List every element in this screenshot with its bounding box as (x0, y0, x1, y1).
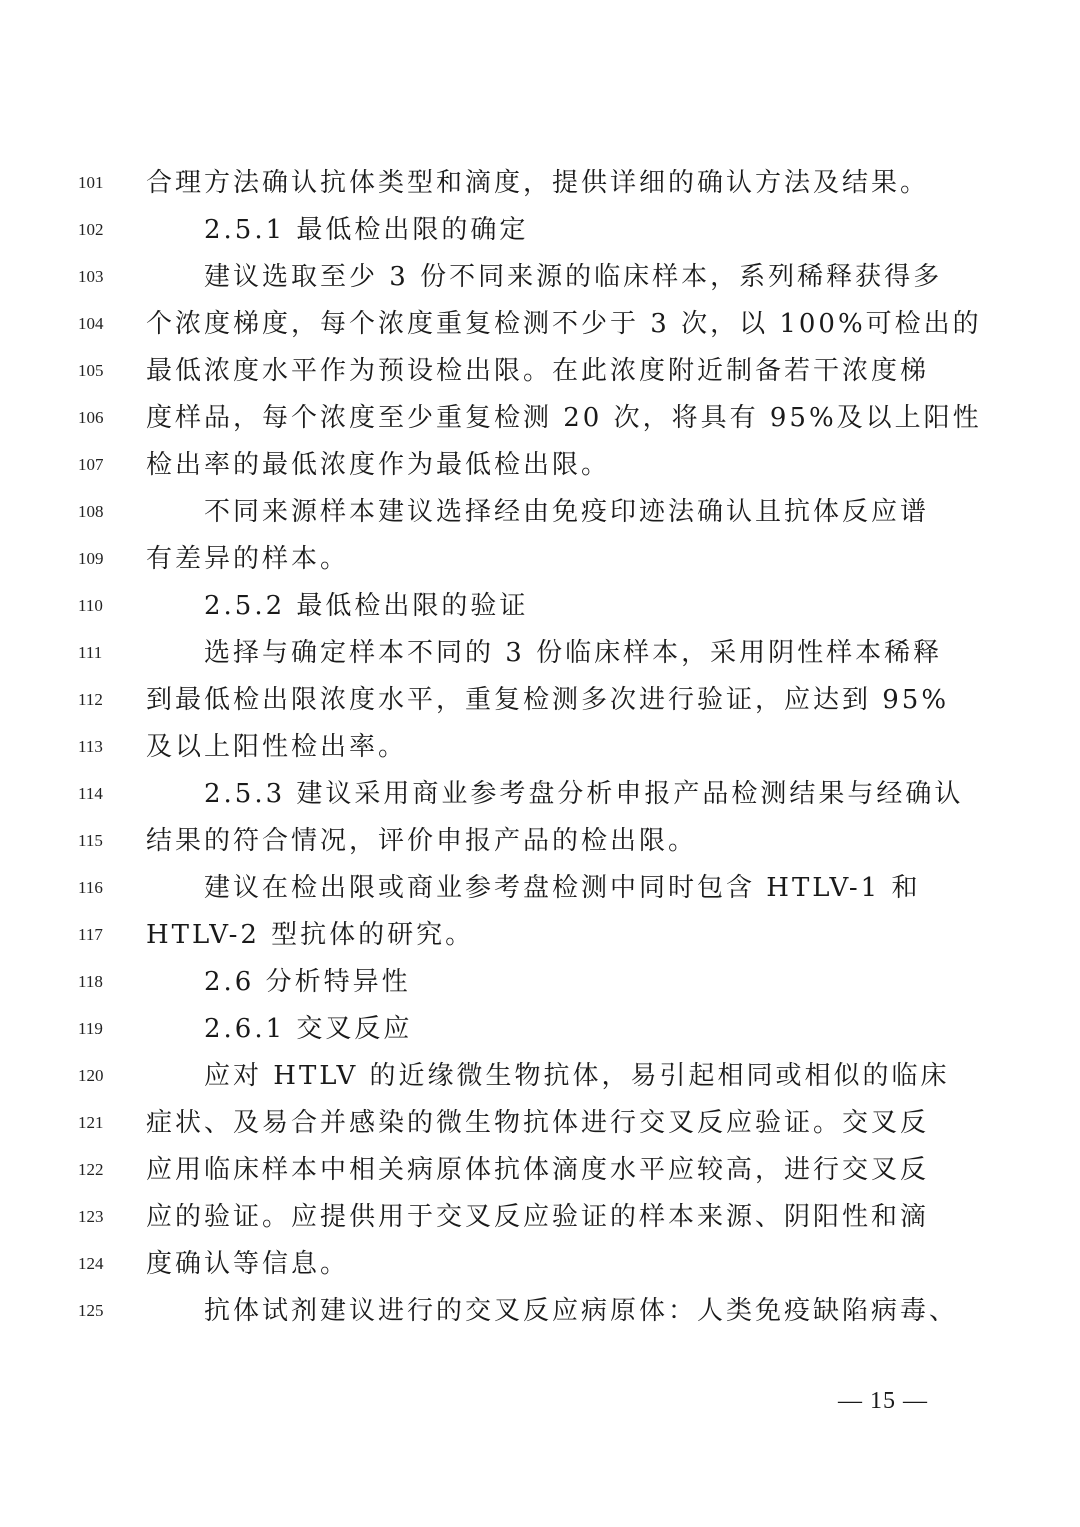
text-line (0, 210, 1080, 250)
text-line (0, 727, 1080, 767)
line-text: 及以上阳性检出率。 (146, 732, 408, 762)
text-line (0, 774, 1080, 814)
line-number: 105 (78, 361, 104, 380)
line-number: 121 (78, 1113, 104, 1132)
line-number: 103 (78, 267, 104, 286)
line-text: 检出率的最低浓度作为最低检出限。 (146, 450, 611, 480)
line-number: 124 (78, 1254, 104, 1273)
section-heading: 2.5.1 最低检出限的确定 (204, 215, 529, 245)
line-text: 应用临床样本中相关病原体抗体滴度水平应较高，进行交叉反 (146, 1155, 930, 1185)
line-number: 118 (78, 972, 103, 991)
line-text: 建议选取至少 3 份不同来源的临床样本，系列稀释获得多 (204, 262, 943, 292)
text-line (0, 398, 1080, 438)
line-number: 116 (78, 878, 103, 897)
text-line (0, 962, 1080, 1002)
line-number: 101 (78, 173, 104, 192)
line-number: 117 (78, 925, 103, 944)
text-line (0, 257, 1080, 297)
line-text: 应的验证。应提供用于交叉反应验证的样本来源、阴阳性和滴 (146, 1202, 930, 1232)
text-line (0, 633, 1080, 673)
text-line (0, 1103, 1080, 1143)
text-line (0, 492, 1080, 532)
section-heading: 2.6 分析特异性 (204, 967, 411, 997)
line-text: 抗体试剂建议进行的交叉反应病原体：人类免疫缺陷病毒、 (204, 1296, 959, 1326)
line-text: 有差异的样本。 (146, 544, 350, 574)
line-text: 个浓度梯度，每个浓度重复检测不少于 3 次，以 100%可检出的 (146, 309, 982, 339)
line-number: 122 (78, 1160, 104, 1179)
text-line (0, 445, 1080, 485)
text-line (0, 586, 1080, 626)
line-text: 合理方法确认抗体类型和滴度，提供详细的确认方法及结果。 (146, 168, 930, 198)
line-number: 109 (78, 549, 104, 568)
line-text: 到最低检出限浓度水平，重复检测多次进行验证，应达到 95% (146, 685, 950, 715)
section-heading: 2.6.1 交叉反应 (204, 1014, 413, 1044)
line-number: 110 (78, 596, 103, 615)
line-number: 115 (78, 831, 103, 850)
text-line (0, 1009, 1080, 1049)
text-line (0, 868, 1080, 908)
line-text: 最低浓度水平作为预设检出限。在此浓度附近制备若干浓度梯 (146, 356, 930, 386)
text-line (0, 680, 1080, 720)
line-number: 114 (78, 784, 103, 803)
line-text: 度确认等信息。 (146, 1249, 350, 1279)
text-line (0, 304, 1080, 344)
line-number: 119 (78, 1019, 103, 1038)
page-number: — 15 — (838, 1388, 928, 1414)
line-number: 106 (78, 408, 104, 427)
text-line (0, 1291, 1080, 1331)
line-text: 应对 HTLV 的近缘微生物抗体，易引起相同或相似的临床 (204, 1061, 950, 1091)
line-number: 123 (78, 1207, 104, 1226)
text-line (0, 821, 1080, 861)
line-text: 结果的符合情况，评价申报产品的检出限。 (146, 826, 698, 856)
text-line (0, 1197, 1080, 1237)
line-text: 建议在检出限或商业参考盘检测中同时包含 HTLV-1 和 (204, 873, 921, 903)
line-text: 不同来源样本建议选择经由免疫印迹法确认且抗体反应谱 (204, 497, 930, 527)
text-line (0, 1150, 1080, 1190)
line-number: 107 (78, 455, 104, 474)
line-text: 2.5.3 建议采用商业参考盘分析申报产品检测结果与经确认 (204, 779, 964, 809)
line-number: 120 (78, 1066, 104, 1085)
text-line (0, 1244, 1080, 1284)
line-number: 113 (78, 737, 103, 756)
line-text: 选择与确定样本不同的 3 份临床样本，采用阴性样本稀释 (204, 638, 943, 668)
line-number: 102 (78, 220, 104, 239)
line-number: 125 (78, 1301, 104, 1320)
text-line (0, 163, 1080, 203)
line-number: 108 (78, 502, 104, 521)
line-number: 104 (78, 314, 104, 333)
line-text: 度样品，每个浓度至少重复检测 20 次，将具有 95%及以上阳性 (146, 403, 982, 433)
text-line (0, 539, 1080, 579)
text-line (0, 1056, 1080, 1096)
text-line (0, 351, 1080, 391)
section-heading: 2.5.2 最低检出限的验证 (204, 591, 529, 621)
line-number: 112 (78, 690, 103, 709)
line-number: 111 (78, 643, 103, 662)
line-text: 症状、及易合并感染的微生物抗体进行交叉反应验证。交叉反 (146, 1108, 930, 1138)
text-line (0, 915, 1080, 955)
line-text: HTLV-2 型抗体的研究。 (146, 920, 475, 950)
